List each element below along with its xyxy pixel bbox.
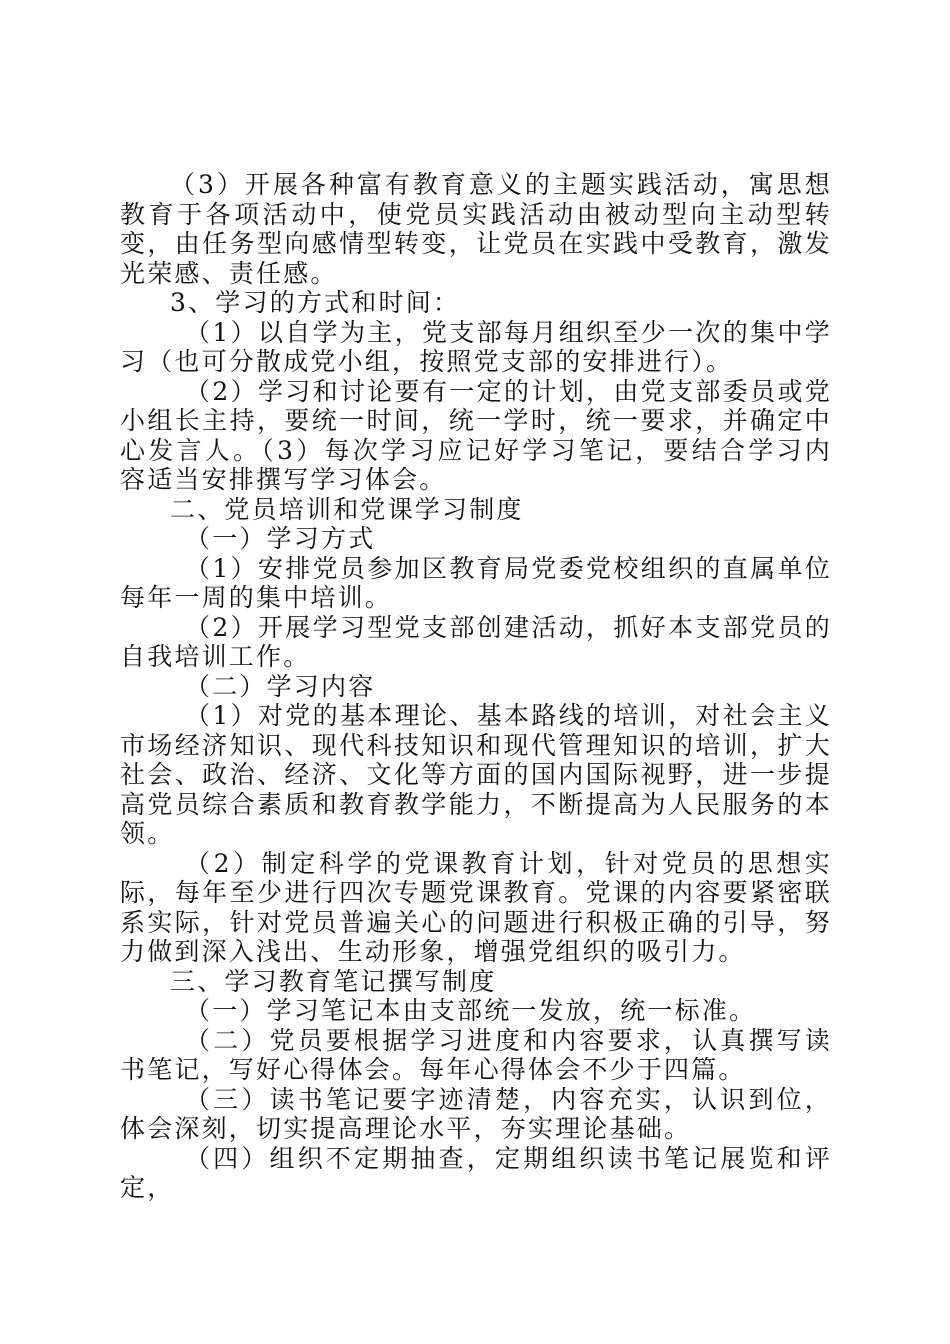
paragraph-theory-training: （1）对党的基本理论、基本路线的培训，对社会主义市场经济知识、现代科技知识和现代管理知识的培训，扩大社会、政治、经济、文化等方面的国内国际视野，进一步提高党员综合素质和教育教学能力，不断提高为人民服务的本领。 [120,701,832,848]
paragraph-party-class-plan: （2）制定科学的党课教育计划，针对党员的思想实际，每年至少进行四次专题党课教育。党课的内容要紧密联系实际，针对党员普遍关心的问题进行积极正确的引导，努力做到深入浅出、生动形象，增强党组织的吸引力。 [120,848,832,966]
paragraph-self-study: （1）以自学为主，党支部每月组织至少一次的集中学习（也可分散成党小组，按照党支部的安排进行）。 [120,317,832,376]
subheading-study-content: （二）学习内容 [185,671,376,701]
paragraph-writing-notes: （二）党员要根据学习进度和内容要求，认真撰写读书笔记，写好心得体会。每年心得体会不少于四篇。 [120,1025,832,1084]
paragraph-study-plan: （2）学习和讨论要有一定的计划，由党支部委员或党小组长主持，要统一时间，统一学时，统一要求，并确定中心发言人。（3）每次学习应记好学习笔记，要结合学习内容适当安排撰写学习体会。 [120,376,832,494]
subheading-study-method: （一）学习方式 [185,524,376,553]
heading-study-method-and-time: 3、学习的方式和时间： [170,288,461,317]
heading-training-system: 二、党员培训和党课学习制度 [170,494,524,524]
paragraph-learning-branch: （2）开展学习型党支部创建活动，抓好本支部党员的自我培训工作。 [120,612,832,671]
heading-notes-system: 三、学习教育笔记撰写制度 [170,966,497,996]
paragraph-inspection: （四）组织不定期抽查，定期组织读书笔记展览和评定， [120,1143,832,1202]
paragraph-notes-quality: （三）读书笔记要字迹清楚，内容充实，认识到位，体会深刻，切实提高理论水平，夯实理论基础。 [120,1084,832,1143]
paragraph-practice-activities: （3）开展各种富有教育意义的主题实践活动，寓思想教育于各项活动中，使党员实践活动由被动型向主动型转变，由任务型向感情型转变，让党员在实践中受教育，激发光荣感、责任感。 [120,170,832,288]
paragraph-concentrated-training: （1）安排党员参加区教育局党委党校组织的直属单位每年一周的集中培训。 [120,553,832,612]
paragraph-notebook-distribution: （一）学习笔记本由支部统一发放，统一标准。 [185,996,757,1025]
document-body [120,170,832,1203]
